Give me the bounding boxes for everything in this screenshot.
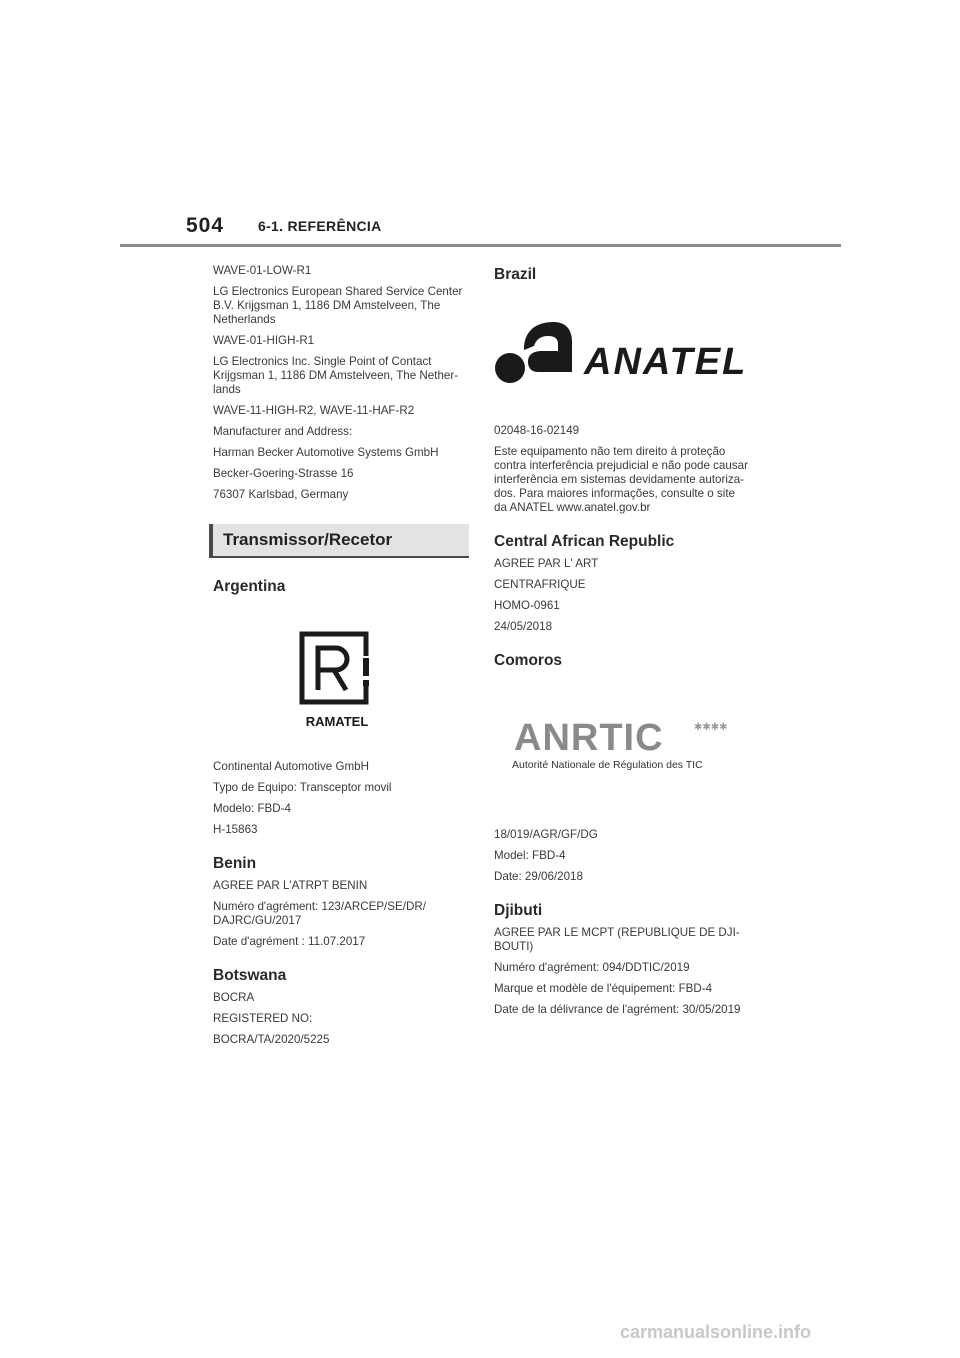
heading-brazil: Brazil <box>494 266 537 283</box>
section-title: 6-1. REFERÊNCIA <box>258 218 382 234</box>
benin-line: Numéro d'agrément: 123/ARCEP/SE/DR/ DAJRC/GU/2017 <box>213 900 426 927</box>
djibuti-line: Date de la délivrance de l'agrément: 30/05/2019 <box>494 1003 741 1016</box>
anrtic-subtitle: Autorité Nationale de Régulation des TIC <box>512 759 703 771</box>
watermark: carmanualsonline.info <box>620 1322 812 1342</box>
right-column <box>494 264 750 1024</box>
header-divider <box>120 244 841 247</box>
botswana-line: BOCRA <box>213 991 255 1004</box>
djibuti-line: Numéro d'agrément: 094/DDTIC/2019 <box>494 961 690 974</box>
intro-line: WAVE-01-LOW-R1 <box>213 264 312 277</box>
anatel-logo-mark <box>494 296 750 414</box>
ramatel-logo-mark <box>296 630 386 736</box>
heading-djibuti: Djibuti <box>494 902 543 919</box>
ramatel-logo <box>213 618 469 748</box>
heading-comoros: Comoros <box>494 652 563 669</box>
left-column <box>213 264 469 1054</box>
comoros-line: Model: FBD-4 <box>494 849 566 862</box>
botswana-line: BOCRA/TA/2020/5225 <box>213 1033 330 1046</box>
page-number: 504 <box>186 214 225 237</box>
anatel-logo-text: ANATEL <box>584 341 748 383</box>
intro-line: Becker-Goering-Strasse 16 <box>213 467 354 480</box>
anrtic-logo <box>494 690 750 810</box>
heading-benin: Benin <box>213 855 257 872</box>
benin-line: AGREE PAR L'ATRPT BENIN <box>213 879 368 892</box>
intro-line: WAVE-01-HIGH-R1 <box>213 334 315 347</box>
section-banner <box>209 524 469 558</box>
heading-botswana: Botswana <box>213 967 287 984</box>
argentina-line: Modelo: FBD-4 <box>213 802 291 815</box>
argentina-line: Typo de Equipo: Transceptor movil <box>213 781 392 794</box>
benin-line: Date d'agrément : 11.07.2017 <box>213 935 366 948</box>
heading-central-african-republic: Central African Republic <box>494 533 675 550</box>
brazil-line: 02048-16-02149 <box>494 424 580 437</box>
argentina-line: H-15863 <box>213 823 258 836</box>
intro-line: WAVE-11-HIGH-R2, WAVE-11-HAF-R2 <box>213 404 415 417</box>
argentina-line: Continental Automotive GmbH <box>213 760 369 773</box>
intro-line: Manufacturer and Address: <box>213 425 353 438</box>
car-line: AGREE PAR L' ART <box>494 557 599 570</box>
botswana-line: REGISTERED NO: <box>213 1012 313 1025</box>
banner-title: Transmissor/Recetor <box>223 530 393 549</box>
ramatel-logo-text: RAMATEL <box>305 714 369 729</box>
anrtic-logo-mark <box>494 690 750 810</box>
anrtic-stars: ✱✱✱✱ <box>694 722 728 733</box>
intro-line: 76307 Karlsbad, Germany <box>213 488 349 501</box>
car-line: 24/05/2018 <box>494 620 553 633</box>
car-line: CENTRAFRIQUE <box>494 578 586 591</box>
anatel-logo <box>494 296 750 414</box>
djibuti-line: AGREE PAR LE MCPT (REPUBLIQUE DE DJI-BOUTI) <box>494 926 740 953</box>
anrtic-logo-text: ANRTIC <box>514 717 664 759</box>
comoros-line: 18/019/AGR/GF/DG <box>494 828 598 841</box>
intro-line: LG Electronics Inc. Single Point of Contact Krijgsman 1, 1186 DM Amstelveen, The Nether-lands <box>213 355 459 396</box>
djibuti-line: Marque et modèle de l'équipement: FBD-4 <box>494 982 713 995</box>
intro-line: LG Electronics European Shared Service Center B.V. Krijgsman 1, 1186 DM Amstelveen, The Netherlands <box>213 285 463 326</box>
intro-line: Harman Becker Automotive Systems GmbH <box>213 446 439 459</box>
comoros-line: Date: 29/06/2018 <box>494 870 583 883</box>
heading-argentina: Argentina <box>213 578 286 595</box>
brazil-line: Este equipamento não tem direito à proteção contra interferência prejudicial e não pode causar interferência em sistemas devidamente autoriza-dos. Para maiores informações, consulte o site da ANATEL www.anatel.gov.br <box>494 445 748 514</box>
car-line: HOMO-0961 <box>494 599 560 612</box>
